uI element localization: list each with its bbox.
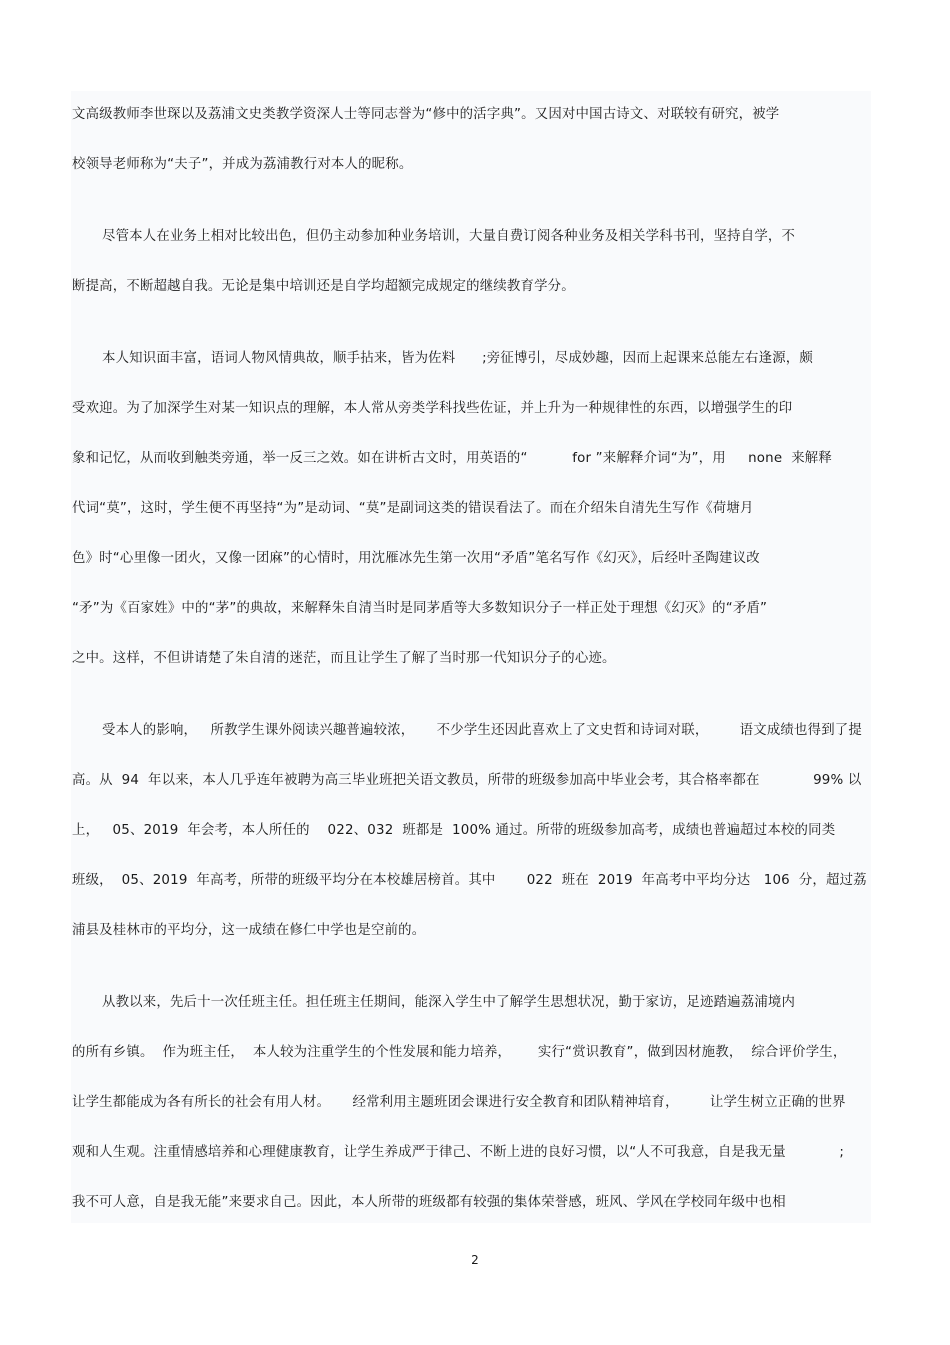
page-number: 2	[471, 1253, 479, 1267]
text-line: 从教以来，先后十一次任班主任。担任班主任期间，能深入学生中了解学生思想状况，勤于家访，足迹踏遍荔浦境内	[102, 995, 796, 1010]
text-line: 观和人生观。注重情感培养和心理健康教育，让学生养成严于律己、不断上进的良好习惯，以“人不可我意，自是我无量 ;	[72, 1145, 845, 1160]
text-line: “矛”为《百家姓》中的“茅”的典故，来解释朱自清当时是同茅盾等大多数知识分子一样正处于理想《幻灭》的“矛盾”	[72, 601, 768, 616]
text-line: 本人知识面丰富，语词人物风情典故，顺手拈来，皆为佐料 ;旁征博引，尽成妙趣，因而上起课来总能左右逢源，颇	[102, 351, 813, 366]
text-line: 断提高，不断超越自我。无论是集中培训还是自学均超额完成规定的继续教育学分。	[72, 279, 575, 294]
text-line: 浦县及桂林市的平均分，这一成绩在修仁中学也是空前的。	[72, 923, 426, 938]
text-line: 让学生都能成为各有所长的社会有用人材。 经常利用主题班团会课进行安全教育和团队精神培育， 让学生树立正确的世界	[72, 1095, 846, 1110]
text-line: 色》时“心里像一团火，又像一团麻”的心情时，用沈雁冰先生第一次用“矛盾”笔名写作《幻灭》，后经叶圣陶建议改	[72, 551, 760, 566]
text-line: 之中。这样，不但讲请楚了朱自清的迷茫，而且让学生了解了当时那一代知识分子的心迹。	[72, 651, 616, 666]
text-line: 文高级教师李世琛以及荔浦文史类教学资深人士等同志誉为“修中的活字典”。又因对中国古诗文、对联较有研究，被学	[72, 107, 780, 122]
text-line: 高。从 94 年以来，本人几乎连年被聘为高三毕业班把关语文教员，所带的班级参加高中毕业会考，其合格率都在 99% 以	[72, 773, 862, 788]
text-line: 代词“莫”，这时，学生便不再坚持“为”是动词、“莫”是副词这类的错误看法了。而在介绍朱自清先生写作《荷塘月	[72, 501, 754, 516]
text-line: 象和记忆，从而收到触类旁通，举一反三之效。如在讲析古文时，用英语的“ for ”来解释介词“为”，用 none 来解释	[72, 451, 832, 466]
text-line: 受欢迎。为了加深学生对某一知识点的理解，本人常从旁类学科找些佐证，并上升为一种规律性的东西，以增强学生的印	[72, 401, 793, 416]
text-line: 我不可人意，自是我无能”来要求自己。因此，本人所带的班级都有较强的集体荣誉感，班风、学风在学校同年级中也相	[72, 1195, 786, 1210]
text-line: 尽管本人在业务上相对比较出色，但仍主动参加种业务培训，大量自费订阅各种业务及相关学科书刊，坚持自学，不	[102, 229, 796, 244]
text-line: 上， 05、2019 年会考，本人所任的 022、032 班都是 100% 通过。所带的班级参加高考，成绩也普遍超过本校的同类	[72, 823, 836, 838]
text-line: 校领导老师称为“夫子”，并成为荔浦教行对本人的昵称。	[72, 157, 413, 172]
text-line: 受本人的影响， 所教学生课外阅读兴趣普遍较浓， 不少学生还因此喜欢上了文史哲和诗词对联， 语文成绩也得到了提	[102, 723, 862, 738]
text-line: 的所有乡镇。 作为班主任， 本人较为注重学生的个性发展和能力培养， 实行“赏识教育”，做到因材施教， 综合评价学生，	[72, 1045, 847, 1060]
text-line: 班级， 05、2019 年高考，所带的班级平均分在本校雄居榜首。其中 022 班在 2019 年高考中平均分达 106 分，超过荔	[72, 873, 867, 888]
